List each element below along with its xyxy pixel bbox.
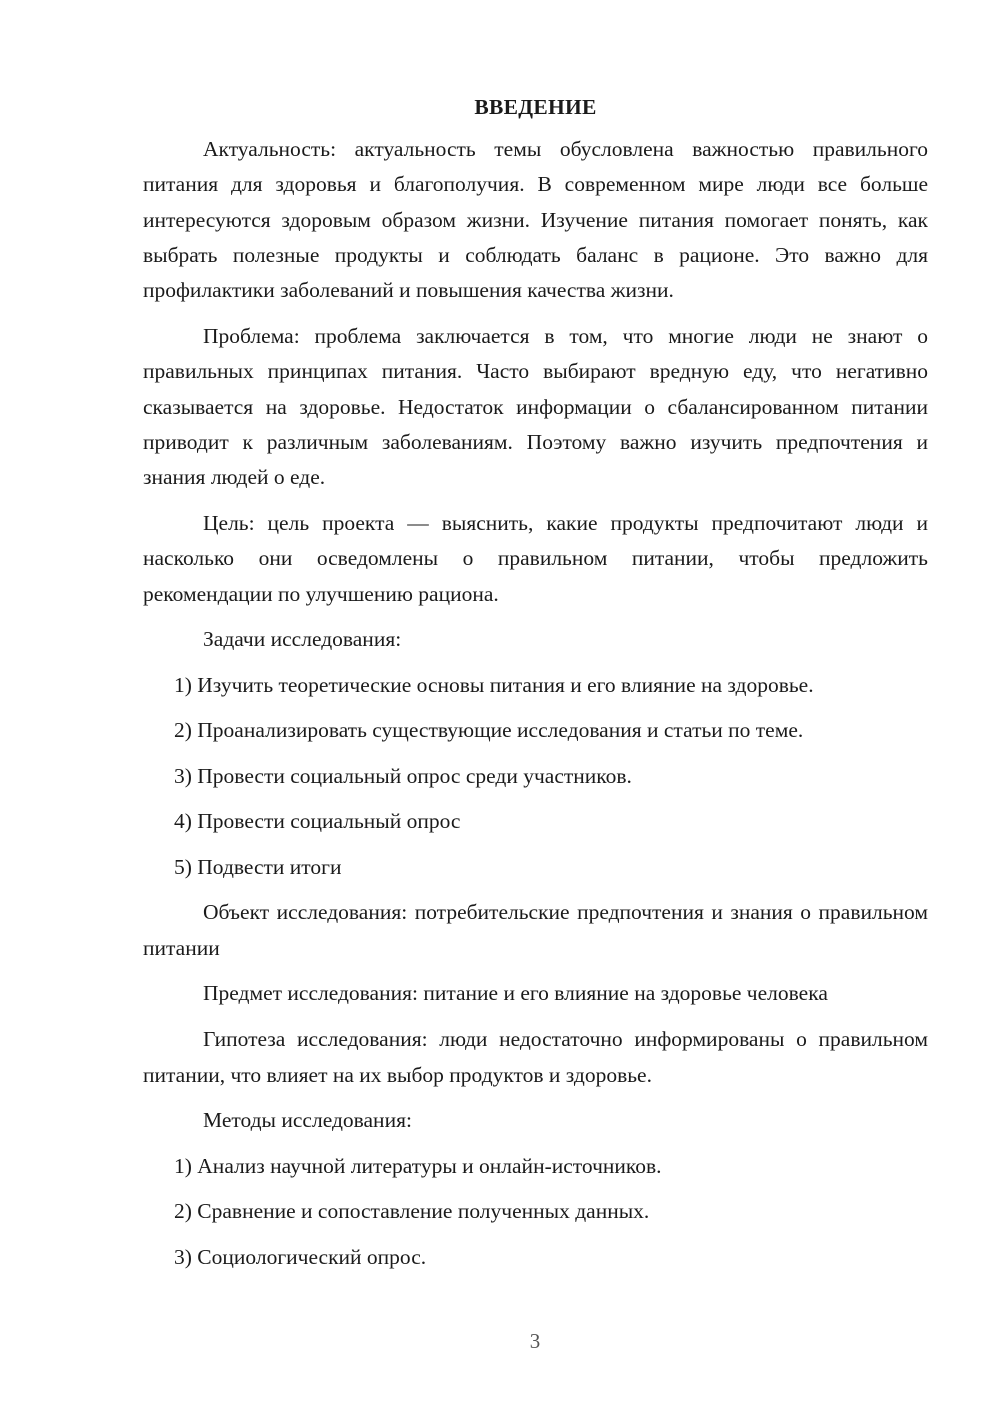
section-title: ВВЕДЕНИЕ <box>474 95 597 119</box>
task-item: 5) Подвести итоги <box>174 854 342 879</box>
method-item: 3) Социологический опрос. <box>174 1244 427 1269</box>
tasks-heading: Задачи исследования: <box>203 627 402 652</box>
subject-paragraph: Предмет исследования: питание и его влияние на здоровье человека <box>203 981 828 1006</box>
object-paragraph: Объект исследования: потребительские предпочтения и знания о правильном питании <box>143 900 928 960</box>
task-item: 4) Провести социальный опрос <box>174 809 461 834</box>
method-item: 1) Анализ научной литературы и онлайн-источников. <box>174 1153 662 1178</box>
task-item: 3) Провести социальный опрос среди участников. <box>174 763 632 788</box>
methods-heading: Методы исследования: <box>203 1108 412 1133</box>
tasks-list <box>143 668 928 885</box>
methods-list <box>143 1149 928 1275</box>
hypothesis-paragraph: Гипотеза исследования: люди недостаточно информированы о правильном питании, что влияет на их выбор продуктов и здоровье. <box>143 1027 928 1087</box>
document-page <box>143 90 928 1285</box>
task-item: 2) Проанализировать существующие исследования и статьи по теме. <box>174 718 804 743</box>
method-item: 2) Сравнение и сопоставление полученных данных. <box>174 1199 650 1224</box>
relevance-paragraph: Актуальность: актуальность темы обусловлена важностью правильного питания для здоровья и благополучия. В современном мире люди все больше интересуются здоровым образом жизни. Изучение питания помогает понять, как выбрать полезные продукты и соблюдать баланс в рационе. Это важно для профилактики заболеваний и повышения качества жизни. <box>143 137 928 303</box>
problem-paragraph: Проблема: проблема заключается в том, что многие люди не знают о правильных принципах питания. Часто выбирают вредную еду, что негативно сказывается на здоровье. Недостаток информации о сбалансированном питании приводит к различным заболеваниям. Поэтому важно изучить предпочтения и знания людей о еде. <box>143 323 928 490</box>
page-number: 3 <box>529 1329 541 1353</box>
task-item: 1) Изучить теоретические основы питания и его влияние на здоровье. <box>174 672 814 697</box>
goal-paragraph: Цель: цель проекта — выяснить, какие продукты предпочитают люди и насколько они осведомлены о правильном питании, чтобы предложить рекомендации по улучшению рациона. <box>143 510 928 606</box>
